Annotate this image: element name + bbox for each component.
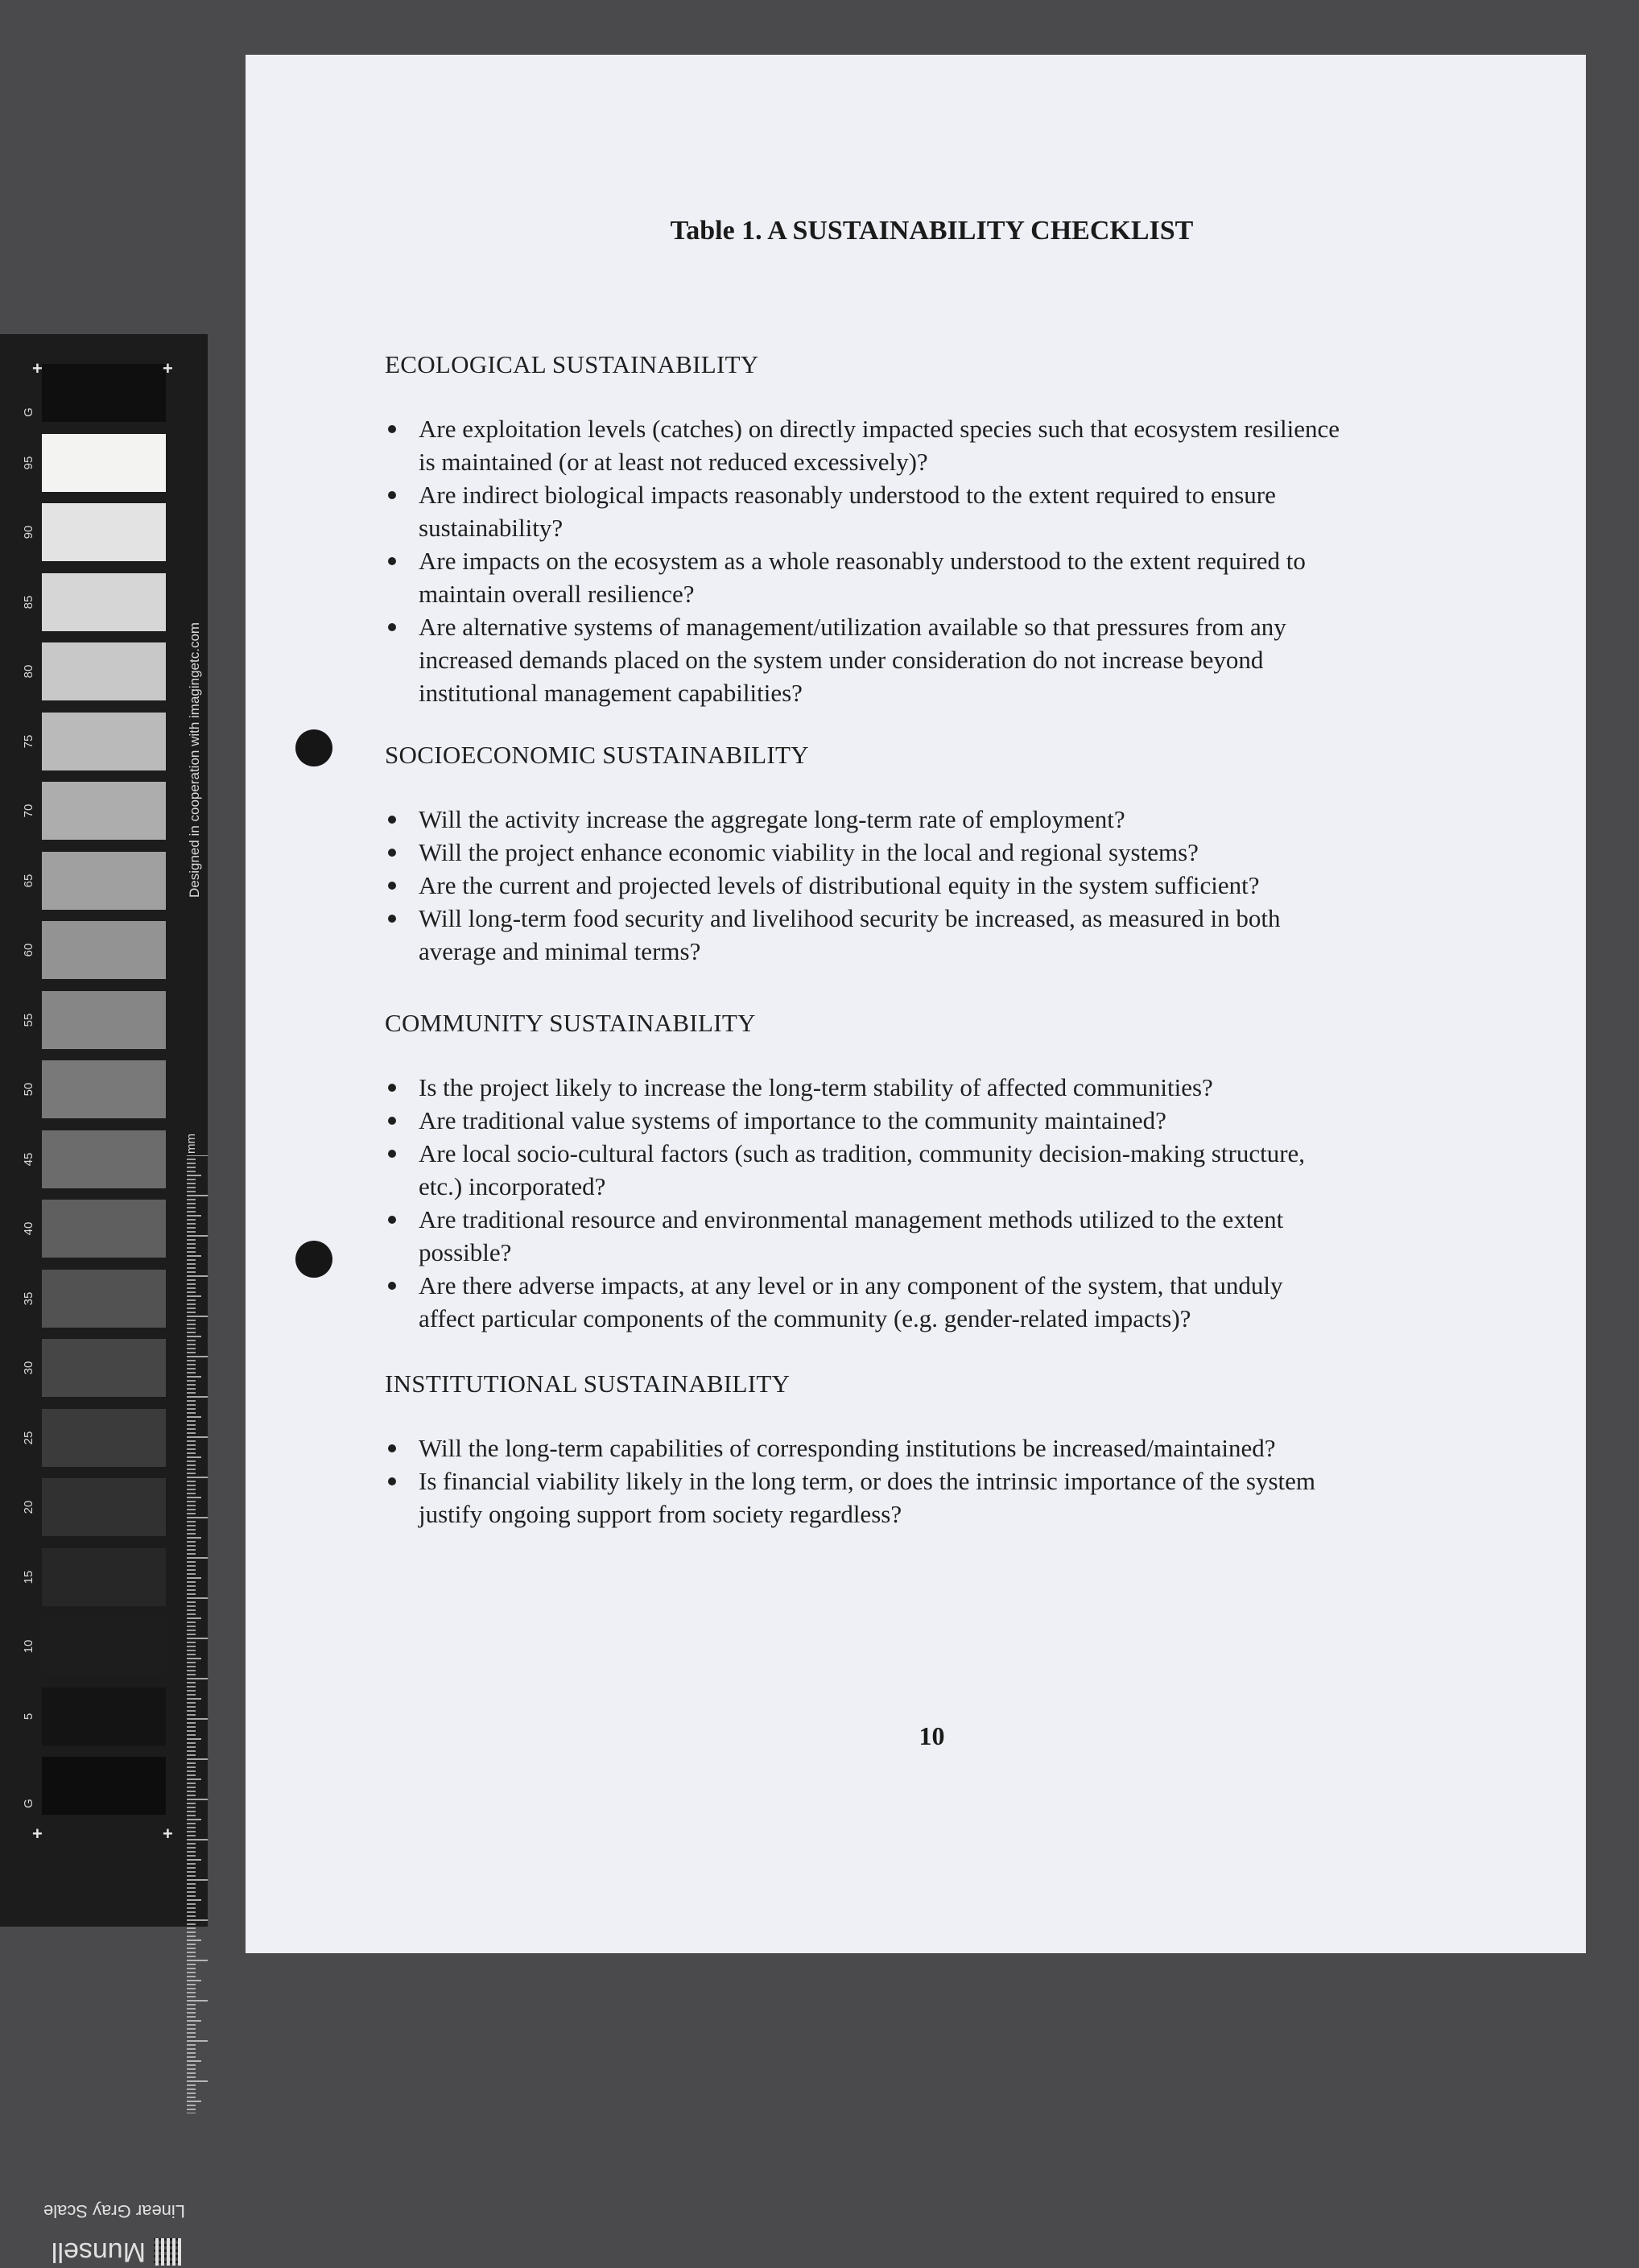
- scale-step-label: 65: [22, 874, 35, 887]
- checklist-item-line: justify ongoing support from society regardless?: [419, 1500, 902, 1528]
- unit-label: mm: [184, 1134, 198, 1154]
- checklist-item-line: Will the long-term capabilities of corresponding institutions be increased/maintained?: [419, 1434, 1276, 1462]
- checklist-item: [385, 412, 1464, 478]
- checklist-item-line: Is the project likely to increase the long-term stability of affected communities?: [419, 1073, 1213, 1101]
- checklist-item-line: average and minimal terms?: [419, 937, 701, 965]
- section-heading: ECOLOGICAL SUSTAINABILITY: [385, 350, 759, 378]
- gray-patch: [42, 573, 166, 631]
- scale-step-label: 90: [22, 525, 35, 539]
- checklist-item: [385, 478, 1464, 544]
- checklist-item: [385, 1269, 1464, 1335]
- scale-step-label: 50: [22, 1082, 35, 1097]
- gray-patch: [42, 782, 166, 840]
- checklist-item-line: Will the activity increase the aggregate long-term rate of employment?: [419, 805, 1125, 833]
- checklist-item-line: is maintained (or at least not reduced excessively)?: [419, 448, 928, 476]
- gray-patch: [42, 1757, 166, 1815]
- checklist-item-line: Are indirect biological impacts reasonably understood to the extent required to ensure: [419, 481, 1276, 509]
- checklist-item-line: Are exploitation levels (catches) on directly impacted species such that ecosystem resilience: [419, 415, 1340, 443]
- checklist-item-line: Are local socio-cultural factors (such as tradition, community decision-making structure,: [419, 1139, 1306, 1167]
- checklist-item-line: Are alternative systems of management/utilization available so that pressures from any: [419, 613, 1286, 641]
- checklist-item: [385, 1071, 1464, 1104]
- scale-step-label: 70: [22, 804, 35, 818]
- bullet-list: [385, 412, 1464, 709]
- bullet-icon: [388, 623, 396, 631]
- bullet-list: [385, 803, 1464, 968]
- bullet-icon: [388, 425, 396, 433]
- checklist-item-line: institutional management capabilities?: [419, 679, 803, 707]
- checklist-item: [385, 803, 1464, 836]
- checklist-item-line: maintain overall resilience?: [419, 580, 695, 608]
- bullet-icon: [388, 849, 396, 857]
- checklist-item-line: Will the project enhance economic viability in the local and regional systems?: [419, 838, 1199, 866]
- scale-step-label: 55: [22, 1013, 35, 1027]
- bullet-icon: [388, 1282, 396, 1290]
- registration-mark: +: [32, 358, 43, 378]
- registration-mark: +: [163, 358, 173, 378]
- gray-patch: [42, 1130, 166, 1188]
- bullet-icon: [388, 491, 396, 499]
- checklist-item: [385, 1104, 1464, 1137]
- scale-step-label: 60: [22, 943, 35, 957]
- gray-patch: [42, 713, 166, 770]
- scale-step-label: 15: [22, 1570, 35, 1584]
- checklist-item-line: affect particular components of the community (e.g. gender-related impacts)?: [419, 1304, 1191, 1332]
- scale-step-label: 30: [22, 1361, 35, 1375]
- scale-step-label: 75: [22, 734, 35, 748]
- scale-step-label: 35: [22, 1291, 35, 1305]
- checklist-item: [385, 902, 1464, 968]
- checklist-item-line: possible?: [419, 1238, 512, 1266]
- gray-patch: [42, 1200, 166, 1258]
- page-number: 10: [919, 1721, 945, 1750]
- checklist-item: [385, 1464, 1464, 1531]
- section-heading: INSTITUTIONAL SUSTAINABILITY: [385, 1369, 791, 1398]
- millimeter-ruler: [185, 1155, 208, 2113]
- checklist-item: [385, 544, 1464, 610]
- scale-step-label: 20: [22, 1500, 35, 1514]
- scale-title: Linear Gray Scale: [43, 2201, 186, 2221]
- gray-patch: [42, 1688, 166, 1745]
- checklist-item: [385, 869, 1464, 902]
- section-heading: SOCIOECONOMIC SUSTAINABILITY: [385, 741, 809, 769]
- checklist-item: [385, 836, 1464, 869]
- munsell-logo: [44, 2236, 181, 2268]
- munsell-grid-icon: [154, 2238, 181, 2266]
- gray-patch: [42, 364, 166, 422]
- page-title: Table 1. A SUSTAINABILITY CHECKLIST: [670, 216, 1194, 246]
- bullet-icon: [388, 557, 396, 565]
- bullet-icon: [388, 816, 396, 824]
- gray-patch: [42, 1548, 166, 1606]
- bullet-list: [385, 1431, 1464, 1531]
- scale-step-label: 95: [22, 456, 35, 469]
- punch-hole: [295, 1241, 332, 1278]
- designed-by-text: Designed in cooperation with imagingetc.com: [187, 622, 202, 898]
- scale-step-label: 5: [22, 1712, 35, 1720]
- gray-patch: [42, 1409, 166, 1467]
- bullet-icon: [388, 1444, 396, 1452]
- checklist-item-line: increased demands placed on the system under consideration do not increase beyond: [419, 646, 1264, 674]
- checklist-item-line: Will long-term food security and livelihood security be increased, as measured in both: [419, 904, 1281, 932]
- gray-patch: [42, 642, 166, 700]
- gray-patch: [42, 1617, 166, 1675]
- punch-hole: [295, 729, 332, 766]
- checklist-item-line: etc.) incorporated?: [419, 1172, 606, 1200]
- registration-mark: +: [32, 1824, 43, 1844]
- bullet-icon: [388, 915, 396, 923]
- gray-patch: [42, 1270, 166, 1328]
- checklist-item: [385, 1137, 1464, 1203]
- gray-patch: [42, 503, 166, 561]
- gray-patch: [42, 921, 166, 979]
- registration-mark: +: [163, 1824, 173, 1844]
- checklist-item-line: Are the current and projected levels of distributional equity in the system sufficient?: [419, 871, 1260, 899]
- gray-patch: [42, 1478, 166, 1536]
- brand-name: Munsell: [51, 2237, 146, 2267]
- bullet-icon: [388, 1084, 396, 1092]
- bullet-icon: [388, 1117, 396, 1125]
- scale-label-top-g: G: [22, 407, 35, 417]
- checklist-item-line: Are traditional resource and environmental management methods utilized to the extent: [419, 1205, 1284, 1233]
- bullet-icon: [388, 1477, 396, 1485]
- gray-patch: [42, 1060, 166, 1118]
- bullet-icon: [388, 1150, 396, 1158]
- bullet-icon: [388, 1216, 396, 1224]
- section-heading: COMMUNITY SUSTAINABILITY: [385, 1009, 756, 1037]
- scale-step-label: 10: [22, 1639, 35, 1654]
- gray-patch: [42, 434, 166, 492]
- checklist-item-line: Are there adverse impacts, at any level or in any component of the system, that unduly: [419, 1271, 1283, 1299]
- document-page: [246, 55, 1586, 1953]
- checklist-item-line: Is financial viability likely in the long term, or does the intrinsic importance of the system: [419, 1467, 1316, 1495]
- scale-step-label: 25: [22, 1431, 35, 1444]
- gray-scale-card: [0, 334, 208, 2267]
- checklist-item-line: sustainability?: [419, 514, 564, 542]
- gray-patch: [42, 1339, 166, 1397]
- checklist-item: [385, 610, 1464, 709]
- scale-label-bottom-g: G: [22, 1799, 35, 1808]
- checklist-item: [385, 1431, 1464, 1464]
- gray-patch: [42, 852, 166, 910]
- bullet-list: [385, 1071, 1464, 1335]
- checklist-item-line: Are impacts on the ecosystem as a whole reasonably understood to the extent required to: [419, 547, 1306, 575]
- bullet-icon: [388, 882, 396, 890]
- checklist-item-line: Are traditional value systems of importance to the community maintained?: [419, 1106, 1166, 1134]
- scale-step-label: 85: [22, 595, 35, 609]
- gray-patch: [42, 991, 166, 1049]
- scale-step-label: 80: [22, 664, 35, 679]
- checklist-item: [385, 1203, 1464, 1269]
- scale-step-label: 40: [22, 1221, 35, 1236]
- scale-step-label: 45: [22, 1152, 35, 1166]
